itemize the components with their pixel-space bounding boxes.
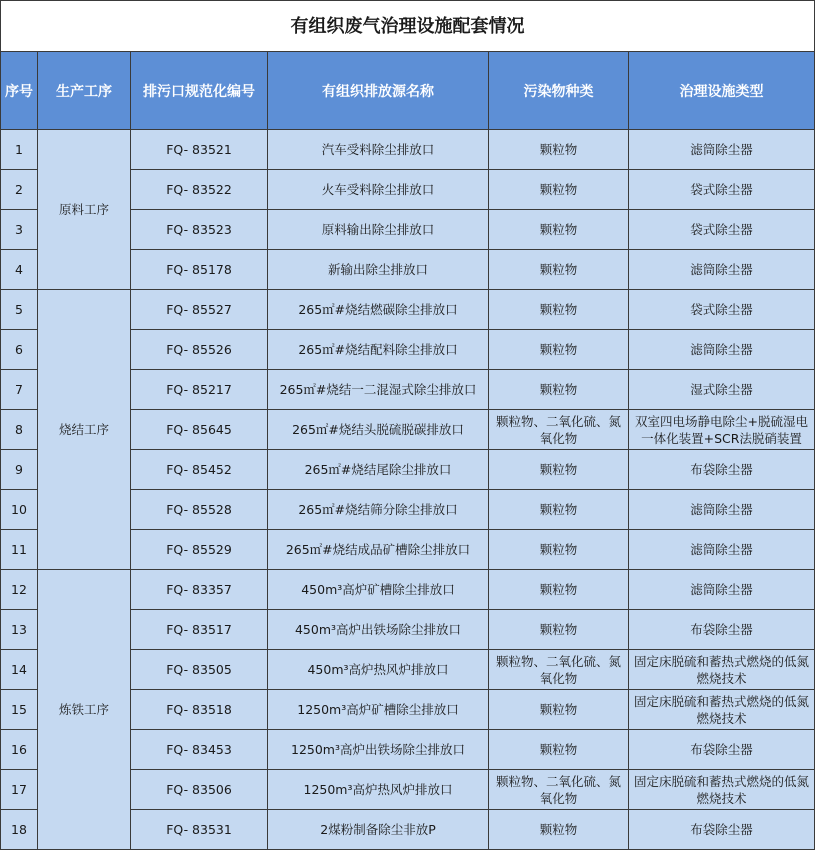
pollutant-type: 颗粒物 bbox=[489, 370, 629, 410]
outlet-code: FQ- 85645 bbox=[131, 410, 268, 450]
facility-type: 湿式除尘器 bbox=[629, 370, 815, 410]
outlet-code: FQ- 83521 bbox=[131, 130, 268, 170]
row-number: 2 bbox=[1, 170, 38, 210]
row-number: 14 bbox=[1, 650, 38, 690]
facility-type: 布袋除尘器 bbox=[629, 610, 815, 650]
facility-type: 布袋除尘器 bbox=[629, 730, 815, 770]
source-name: 265㎡#烧结尾除尘排放口 bbox=[268, 450, 489, 490]
pollutant-type: 颗粒物 bbox=[489, 450, 629, 490]
source-name: 2煤粉制备除尘非放P bbox=[268, 810, 489, 850]
source-name: 450m³高炉热风炉排放口 bbox=[268, 650, 489, 690]
row-number: 16 bbox=[1, 730, 38, 770]
outlet-code: FQ- 85529 bbox=[131, 530, 268, 570]
source-name: 265㎡#烧结一二混湿式除尘排放口 bbox=[268, 370, 489, 410]
stage-cell: 炼铁工序 bbox=[38, 570, 131, 850]
pollutant-type: 颗粒物 bbox=[489, 330, 629, 370]
row-number: 8 bbox=[1, 410, 38, 450]
pollutant-type: 颗粒物 bbox=[489, 690, 629, 730]
pollutant-type: 颗粒物 bbox=[489, 250, 629, 290]
facility-type: 固定床脱硫和蓄热式燃烧的低氮燃烧技术 bbox=[629, 650, 815, 690]
facility-type: 袋式除尘器 bbox=[629, 290, 815, 330]
facility-type: 袋式除尘器 bbox=[629, 210, 815, 250]
pollutant-type: 颗粒物 bbox=[489, 170, 629, 210]
source-name: 265㎡#烧结燃碳除尘排放口 bbox=[268, 290, 489, 330]
source-name: 1250m³高炉出铁场除尘排放口 bbox=[268, 730, 489, 770]
row-number: 17 bbox=[1, 770, 38, 810]
source-name: 1250m³高炉矿槽除尘排放口 bbox=[268, 690, 489, 730]
row-number: 15 bbox=[1, 690, 38, 730]
source-name: 265㎡#烧结配料除尘排放口 bbox=[268, 330, 489, 370]
stage-cell: 烧结工序 bbox=[38, 290, 131, 570]
pollutant-type: 颗粒物 bbox=[489, 810, 629, 850]
outlet-code: FQ- 85528 bbox=[131, 490, 268, 530]
table-body bbox=[1, 130, 815, 850]
table-row bbox=[1, 290, 815, 330]
row-number: 5 bbox=[1, 290, 38, 330]
header-source: 有组织排放源名称 bbox=[268, 52, 489, 130]
header-code: 排污口规范化编号 bbox=[131, 52, 268, 130]
header-facility: 治理设施类型 bbox=[629, 52, 815, 130]
source-name: 原料输出除尘排放口 bbox=[268, 210, 489, 250]
source-name: 新输出除尘排放口 bbox=[268, 250, 489, 290]
row-number: 7 bbox=[1, 370, 38, 410]
outlet-code: FQ- 83531 bbox=[131, 810, 268, 850]
facility-type: 固定床脱硫和蓄热式燃烧的低氮燃烧技术 bbox=[629, 690, 815, 730]
facility-type: 布袋除尘器 bbox=[629, 810, 815, 850]
outlet-code: FQ- 85527 bbox=[131, 290, 268, 330]
source-name: 1250m³高炉热风炉排放口 bbox=[268, 770, 489, 810]
outlet-code: FQ- 85217 bbox=[131, 370, 268, 410]
outlet-code: FQ- 83522 bbox=[131, 170, 268, 210]
table-row bbox=[1, 570, 815, 610]
outlet-code: FQ- 83506 bbox=[131, 770, 268, 810]
facility-type: 袋式除尘器 bbox=[629, 170, 815, 210]
outlet-code: FQ- 85178 bbox=[131, 250, 268, 290]
facility-type: 滤筒除尘器 bbox=[629, 130, 815, 170]
row-number: 3 bbox=[1, 210, 38, 250]
pollutant-type: 颗粒物、二氧化硫、氮氧化物 bbox=[489, 650, 629, 690]
table-title: 有组织废气治理设施配套情况 bbox=[1, 1, 815, 52]
table-row bbox=[1, 130, 815, 170]
row-number: 6 bbox=[1, 330, 38, 370]
stage-cell: 原料工序 bbox=[38, 130, 131, 290]
row-number: 10 bbox=[1, 490, 38, 530]
source-name: 450m³高炉矿槽除尘排放口 bbox=[268, 570, 489, 610]
source-name: 450m³高炉出铁场除尘排放口 bbox=[268, 610, 489, 650]
source-name: 汽车受料除尘排放口 bbox=[268, 130, 489, 170]
row-number: 4 bbox=[1, 250, 38, 290]
row-number: 11 bbox=[1, 530, 38, 570]
pollutant-type: 颗粒物、二氧化硫、氮氧化物 bbox=[489, 410, 629, 450]
header-row bbox=[1, 52, 815, 130]
row-number: 9 bbox=[1, 450, 38, 490]
outlet-code: FQ- 83518 bbox=[131, 690, 268, 730]
facility-type: 滤筒除尘器 bbox=[629, 330, 815, 370]
source-name: 火车受料除尘排放口 bbox=[268, 170, 489, 210]
facility-type: 滤筒除尘器 bbox=[629, 530, 815, 570]
pollutant-type: 颗粒物 bbox=[489, 210, 629, 250]
source-name: 265㎡#烧结成品矿槽除尘排放口 bbox=[268, 530, 489, 570]
outlet-code: FQ- 83505 bbox=[131, 650, 268, 690]
facility-type: 固定床脱硫和蓄热式燃烧的低氮燃烧技术 bbox=[629, 770, 815, 810]
row-number: 1 bbox=[1, 130, 38, 170]
header-pollutant: 污染物种类 bbox=[489, 52, 629, 130]
pollutant-type: 颗粒物 bbox=[489, 610, 629, 650]
header-no: 序号 bbox=[1, 52, 38, 130]
pollutant-type: 颗粒物 bbox=[489, 570, 629, 610]
row-number: 12 bbox=[1, 570, 38, 610]
facility-type: 滤筒除尘器 bbox=[629, 490, 815, 530]
outlet-code: FQ- 83517 bbox=[131, 610, 268, 650]
pollutant-type: 颗粒物 bbox=[489, 490, 629, 530]
outlet-code: FQ- 83523 bbox=[131, 210, 268, 250]
facility-type: 滤筒除尘器 bbox=[629, 570, 815, 610]
header-stage: 生产工序 bbox=[38, 52, 131, 130]
facility-type: 滤筒除尘器 bbox=[629, 250, 815, 290]
pollutant-type: 颗粒物、二氧化硫、氮氧化物 bbox=[489, 770, 629, 810]
source-name: 265㎡#烧结筛分除尘排放口 bbox=[268, 490, 489, 530]
outlet-code: FQ- 85452 bbox=[131, 450, 268, 490]
facility-type: 布袋除尘器 bbox=[629, 450, 815, 490]
outlet-code: FQ- 85526 bbox=[131, 330, 268, 370]
pollutant-type: 颗粒物 bbox=[489, 130, 629, 170]
row-number: 13 bbox=[1, 610, 38, 650]
pollutant-type: 颗粒物 bbox=[489, 290, 629, 330]
outlet-code: FQ- 83453 bbox=[131, 730, 268, 770]
outlet-code: FQ- 83357 bbox=[131, 570, 268, 610]
facility-type: 双室四电场静电除尘+脱硫湿电一体化装置+SCR法脱硝装置 bbox=[629, 410, 815, 450]
pollutant-type: 颗粒物 bbox=[489, 730, 629, 770]
row-number: 18 bbox=[1, 810, 38, 850]
pollutant-type: 颗粒物 bbox=[489, 530, 629, 570]
source-name: 265㎡#烧结头脱硫脱碳排放口 bbox=[268, 410, 489, 450]
